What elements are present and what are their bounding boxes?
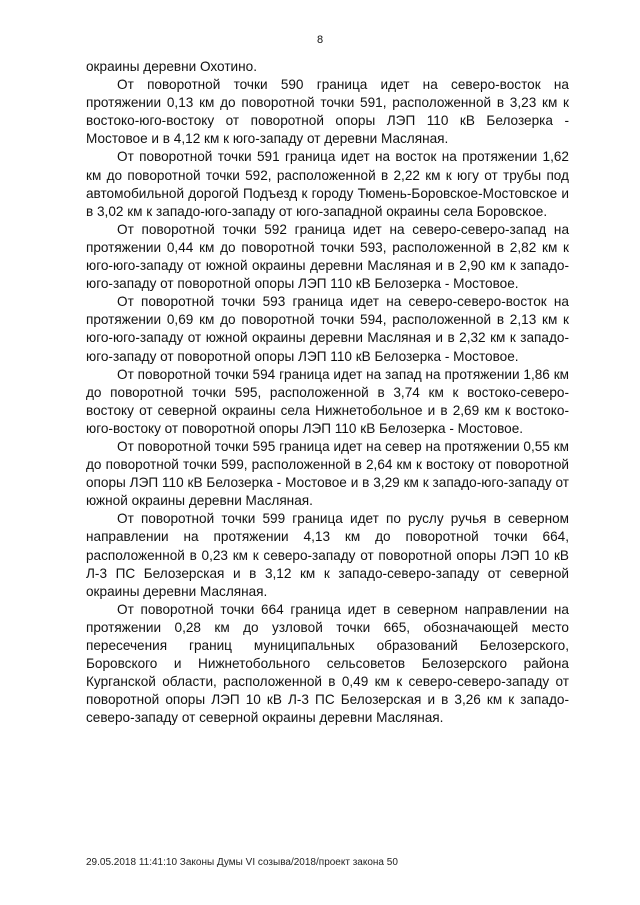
paragraph-point-599: От поворотной точки 599 граница идет по руслу ручья в северном направлении на протяжении 4,13 км до поворотной точки 664, расположенной в 0,23 км к северо-западу от поворотной опоры ЛЭП 10 кВ Л-3 ПС Белозерская и в 3,12 км к западо-северо-западу от северной окраины деревни Масляная. xyxy=(86,511,569,599)
paragraph-point-594: От поворотной точки 594 граница идет на запад на протяжении 1,86 км до поворотной точки 595, расположенной в 3,74 км к востоко-северо-востоку от северной окраины села Нижнетобольное и в 2,69 км к востоко-юго-востоку от поворотной опоры ЛЭП 110 кВ Белозерка - Мостовое. xyxy=(86,366,569,436)
paragraph-point-664: От поворотной точки 664 граница идет в северном направлении на протяжении 0,28 км до узловой точки 665, обозначающей место пересечения границ муниципальных образований Белозерского, Боровского и Нижнетобольного сельсоветов Белозерского района Курганской области, расположенной в 0,49 км к северо-северо-западу от поворотной опоры ЛЭП 10 кВ Л-3 ПС Белозерская и в 3,26 км к западо-северо-западу от северной окраины деревни Масляная. xyxy=(86,601,569,726)
paragraph-point-593: От поворотной точки 593 граница идет на северо-северо-восток на протяжении 0,69 км до поворотной точки 594, расположенной в 2,13 км к юго-юго-западу от южной окраины деревни Масляная и в 2,32 км к западо-юго-западу от поворотной опоры ЛЭП 110 кВ Белозерка - Мостовое. xyxy=(86,294,569,364)
footer-document-info: 29.05.2018 11:41:10 Законы Думы VI созыва/2018/проект закона 50 xyxy=(86,857,398,868)
paragraph-point-591: От поворотной точки 591 граница идет на восток на протяжении 1,62 км до поворотной точки 592, расположенной в 2,22 км к югу от трубы под автомобильной дорогой Подъезд к городу Тюмень-Боровское-Мостовское и в 3,02 км к западо-юго-западу от юго-западной окраины села Боровское. xyxy=(86,149,569,219)
paragraph-point-592: От поворотной точки 592 граница идет на северо-северо-запад на протяжении 0,44 км до поворотной точки 593, расположенной в 2,82 км к юго-юго-западу от южной окраины деревни Масляная и в 2,90 км к западо-юго-западу от поворотной опоры ЛЭП 110 кВ Белозерка - Мостовое. xyxy=(86,221,569,292)
paragraph-continuation: окраины деревни Охотино. xyxy=(86,59,257,74)
paragraph-point-590: От поворотной точки 590 граница идет на северо-восток на протяжении 0,13 км до поворотной точки 591, расположенной в 3,23 км к востоко-юго-востоку от поворотной опоры ЛЭП 110 кВ Белозерка - Мостовое и в 4,12 км к юго-западу от деревни Масляная. xyxy=(86,77,569,147)
paragraph-point-595: От поворотной точки 595 граница идет на север на протяжении 0,55 км до поворотной точки 599, расположенной в 2,64 км к востоку от поворотной опоры ЛЭП 110 кВ Белозерка - Мостовое и в 3,29 км к западо-юго-западу от южной окраины деревни Масляная. xyxy=(86,438,569,509)
document-body xyxy=(86,58,569,727)
page-number: 8 xyxy=(316,34,324,46)
